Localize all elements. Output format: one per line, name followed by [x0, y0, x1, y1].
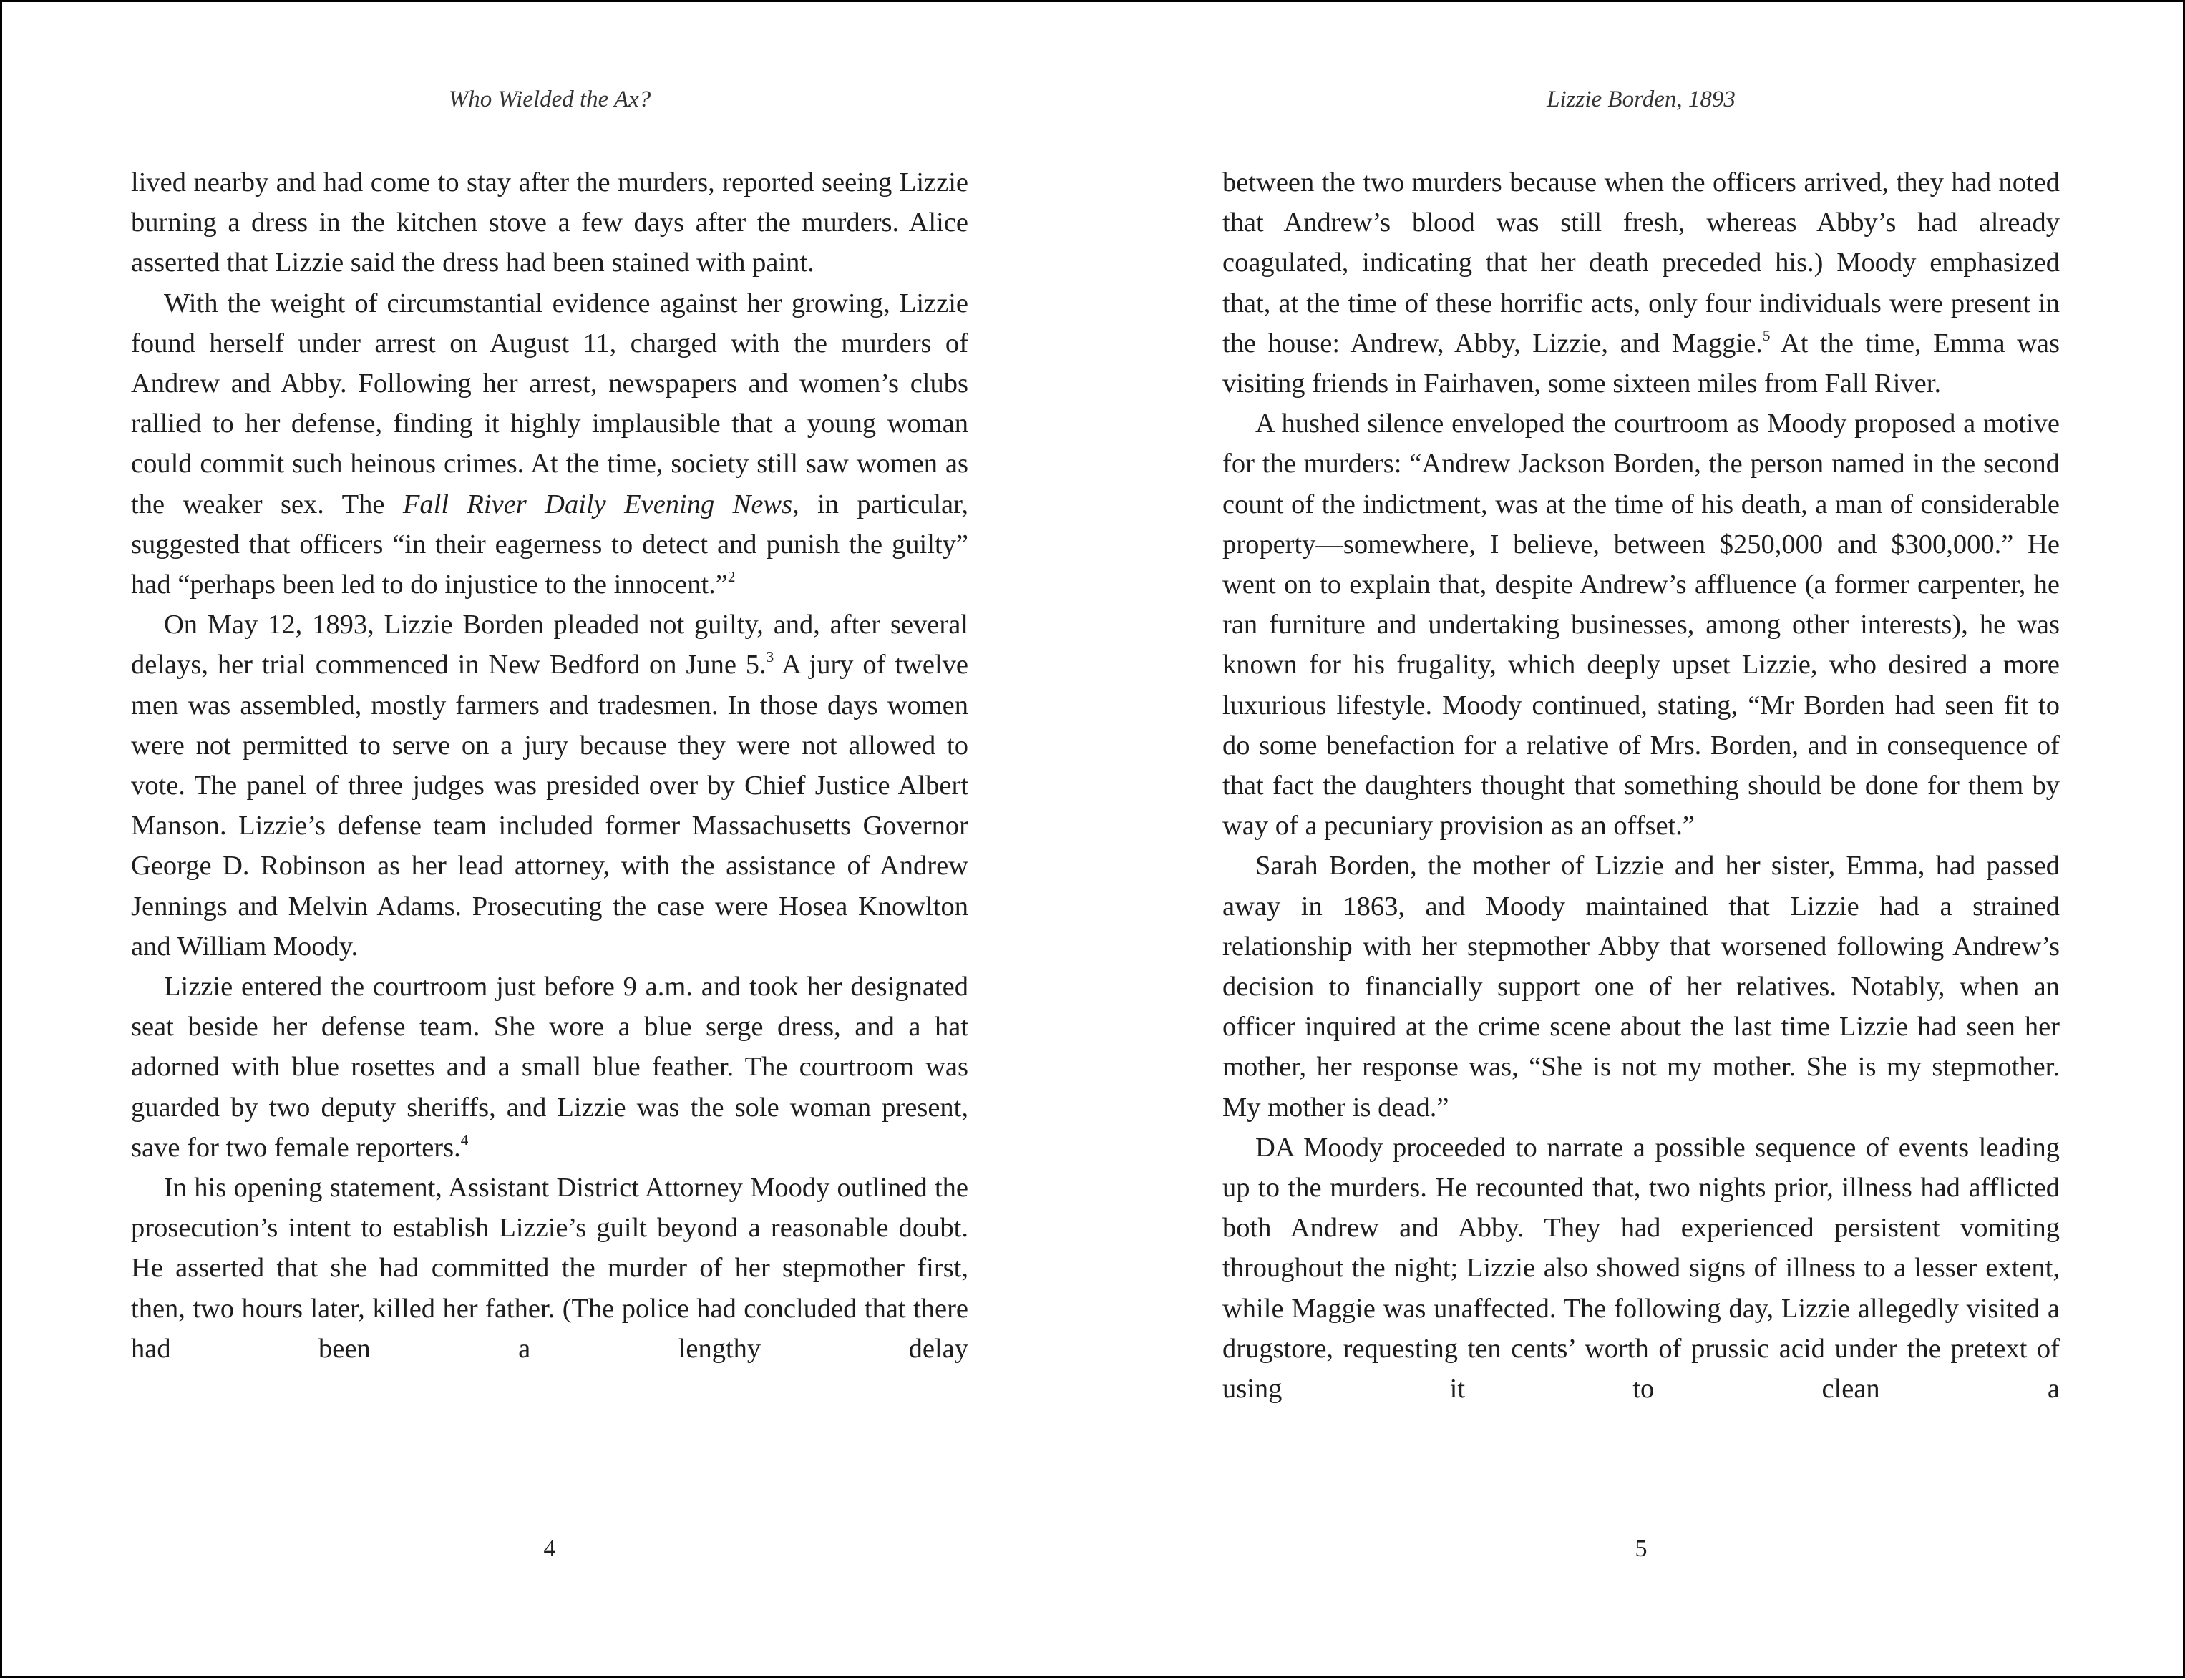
paragraph: [131, 162, 968, 283]
paragraph-text: Sarah Borden, the mother of Lizzie and her sister, Emma, had passed away in 1863, and Moody maintained that Lizzie had a strained relationship with her stepmother Abby that worsened following Andrew’s decision to financially support one of her relatives. Notably, when an officer inquired at the crime scene about the last time Lizzie had seen her mother, her response was, “She is not my mother. She is my stepmother. My mother is dead.”: [1222, 851, 2060, 1123]
footnote-marker: 2: [727, 568, 736, 586]
paragraph-text: A jury of twelve men was assembled, mostly farmers and tradesmen. In those days women were not permitted to serve on a jury because they were not allowed to vote. The panel of three judges was presided over by Chief Justice Albert Manson. Lizzie’s defense team included former Massachusetts Governor George D. Robinson as her lead attorney, with the assistance of Andrew Jennings and Melvin Adams. Prosecuting the case were Hosea Knowlton and William Moody.: [131, 650, 968, 962]
footnote-marker: 4: [460, 1131, 469, 1148]
right-page: [1222, 2, 2060, 1680]
paragraph-text: lived nearby and had come to stay after the murders, reported seeing Lizzie burning a dress in the kitchen stove a few days after the murders. Alice asserted that Lizzie said the dress had been stained with paint.: [131, 167, 968, 278]
page-number: 5: [1635, 1535, 1648, 1562]
paragraph-text: In his opening statement, Assistant District Attorney Moody outlined the prosecution’s intent to establish Lizzie’s guilt beyond a reasonable doubt. He asserted that she had committed the murder of her stepmother first, then, two hours later, killed her father. (The police had concluded that there had been a lengthy delay: [131, 1173, 968, 1364]
paragraph-text: On May 12, 1893, Lizzie Borden pleaded not guilty, and, after several delays, her trial commenced in New Bedford on June 5.: [131, 610, 968, 680]
paragraph-text: A hushed silence enveloped the courtroom as Moody proposed a motive for the murders: “Andrew Jackson Borden, the person named in the second count of the indictment, was at the time of his death, a man of considerable property—somewhere, I believe, between $250,000 and $300,000.” He went on to explain that, despite Andrew’s affluence (a former carpenter, he ran furniture and undertaking businesses, among other interests), he was known for his frugality, which deeply upset Lizzie, who desired a more luxurious lifestyle. Moody continued, stating, “Mr Borden had seen fit to do some benefaction for a relative of Mrs. Borden, and in consequence of that fact the daughters thought that something should be done for them by way of a pecuniary provision as an offset.”: [1222, 409, 2060, 841]
paragraph-text: With the weight of circumstantial evidence against her growing, Lizzie found herself under arrest on August 11, charged with the murders of Andrew and Abby. Following her arrest, newspapers and women’s clubs rallied to her defense, finding it highly implausible that a young woman could commit such heinous crimes. At the time, society still saw women as the weaker sex. The: [131, 288, 968, 519]
newspaper-title: Fall River Daily Evening News: [402, 489, 793, 519]
running-head: Lizzie Borden, 1893: [1547, 87, 1736, 112]
paragraph-text: between the two murders because when the officers arrived, they had noted that Andrew’s blood was still fresh, whereas Abby’s had already coagulated, indicating that her death preceded his.) Moody emphasized that, at the time of these horrific acts, only four individuals were present in the house: Andrew, Abby, Lizzie, and Maggie.: [1222, 167, 2060, 358]
left-page: [131, 2, 968, 1680]
paragraph: [1222, 846, 2060, 1127]
body-text: [1222, 162, 2060, 1409]
paragraph: [1222, 162, 2060, 404]
paragraph: [131, 283, 968, 605]
paragraph: [1222, 1128, 2060, 1409]
paragraph-text: At the time, Emma was visiting friends in Fairhaven, some sixteen miles from Fall River.: [1222, 328, 2060, 399]
paragraph-text: , in particular, suggested that officers “in their eagerness to detect and punish the guilty” had “perhaps been led to do injustice to the innocent.”: [131, 489, 969, 600]
footnote-marker: 5: [1762, 326, 1771, 344]
running-head: Who Wielded the Ax?: [448, 87, 651, 112]
paragraph: [131, 1168, 968, 1369]
paragraph: [1222, 404, 2060, 846]
paragraph-text: DA Moody proceeded to narrate a possible sequence of events leading up to the murders. He recounted that, two nights prior, illness had afflicted both Andrew and Abby. They had experienced persistent vomiting throughout the night; Lizzie also showed signs of illness to a lesser extent, while Maggie was unaffected. The following day, Lizzie allegedly visited a drugstore, requesting ten cents’ worth of prussic acid under the pretext of using it to clean a: [1222, 1132, 2060, 1405]
footnote-marker: 3: [766, 648, 774, 666]
page-number: 4: [543, 1535, 556, 1562]
paragraph: [131, 967, 968, 1168]
body-text: [131, 162, 968, 1369]
paragraph: [131, 605, 968, 967]
paragraph-text: Lizzie entered the courtroom just before 9 a.m. and took her designated seat beside her defense team. She wore a blue serge dress, and a hat adorned with blue rosettes and a small blue feather. The courtroom was guarded by two deputy sheriffs, and Lizzie was the sole woman present, save for two female reporters.: [131, 972, 968, 1163]
